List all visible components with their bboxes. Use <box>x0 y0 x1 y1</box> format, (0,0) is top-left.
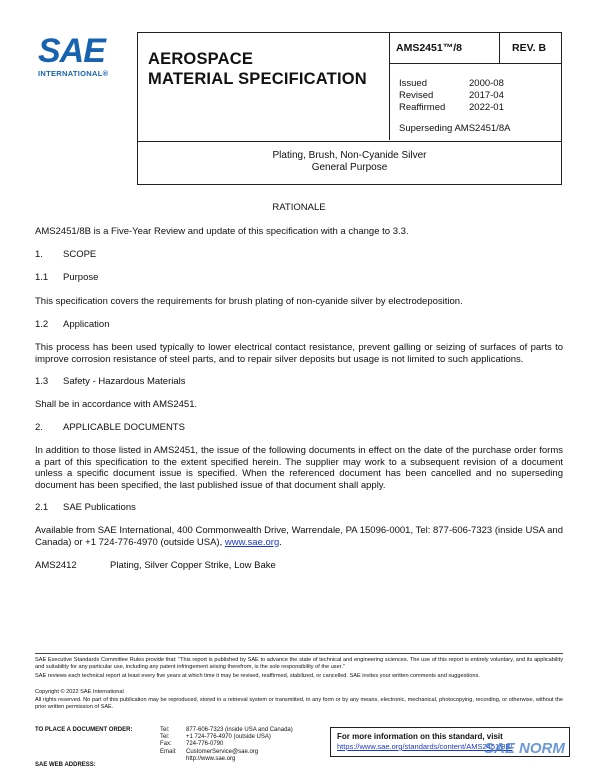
date-label: Issued <box>399 78 427 89</box>
section-1-2-heading <box>35 319 109 330</box>
contact-label: Email: <box>160 748 177 755</box>
date-value: 2017-04 <box>469 90 504 101</box>
section-number: 2. <box>35 422 43 433</box>
section-2-text: In addition to those listed in AMS2451, the issue of the following documents in effect on the date of the purchase order forms a part of this specification to the extent specified herein. The supplier may work to a subsequent revision of a document unless a specific document issue is specified. When the referenced document has been cancelled and no superseding document has been specified, the last published issue of that document shall apply. <box>35 445 563 491</box>
section-2-1-heading <box>35 502 136 513</box>
section-2-heading <box>35 422 185 433</box>
date-row <box>399 78 504 90</box>
section-title: APPLICABLE DOCUMENTS <box>63 422 185 433</box>
contact-value: 877-606-7323 (inside USA and Canada) <box>186 727 293 733</box>
info-heading: For more information on this standard, visit <box>337 732 503 741</box>
contact-label: Tel: <box>160 734 170 741</box>
logo-subtext: INTERNATIONAL® <box>38 69 109 78</box>
reference-code: AMS2412 <box>35 560 77 571</box>
contact-value: 724-776-0790 <box>186 741 224 748</box>
contact-label: Tel: <box>160 727 170 733</box>
footer-note-rights: All rights reserved. No part of this publication may be reproduced, stored in a retrieval system or transmitted, in any form or by any means, electronic, mechanical, photocopying, recording, or otherwise, without the prior written permission of SAE. <box>35 697 563 710</box>
section-number: 2.1 <box>35 502 49 513</box>
date-label: Revised <box>399 90 434 101</box>
reference-row <box>35 560 276 572</box>
revision-cell <box>500 33 562 64</box>
date-row <box>399 90 504 102</box>
contact-list <box>160 727 293 763</box>
document-type-title <box>148 49 367 89</box>
reference-title: Plating, Silver Copper Strike, Low Bake <box>110 560 276 571</box>
footer-note-rules: SAE Executive Standards Committee Rules provide that: “This report is published by SAE to advance the state of technical and engineering sciences. The use of this report is entirely voluntary, and its applicability and suitability for any particular use, including any patent infringement arising therefrom, is the sole responsibility of the user.” <box>35 657 563 670</box>
doc-number: AMS2451™/8 <box>396 42 462 54</box>
revision: REV. B <box>512 42 547 54</box>
section-title: Purpose <box>63 272 99 283</box>
spec-title-line-1: Plating, Brush, Non-Cyanide Silver <box>272 150 427 161</box>
logo-text: SAE <box>38 32 105 70</box>
sae-web-link[interactable]: http://www.sae.org <box>186 755 236 762</box>
section-2-1-text <box>35 525 563 548</box>
rationale-text: AMS2451/8B is a Five-Year Review and update of this specification with a change to 3.3. <box>35 226 409 237</box>
contact-row <box>160 749 293 756</box>
footer-copyright: Copyright © 2022 SAE International <box>35 689 124 695</box>
section-number: 1.1 <box>35 272 49 283</box>
sae-address-text: Available from SAE International, 400 Commonwealth Drive, Warrendale, PA 15096-0001, Tel: 877-606-7323 (inside USA and Canada) or +1 724-776-4970 (outside USA), <box>35 525 563 548</box>
contact-email-link[interactable]: CustomerService@sae.org <box>186 748 259 755</box>
section-number: 1. <box>35 249 43 260</box>
section-1-1-heading <box>35 272 98 283</box>
sentence-end: . <box>279 536 282 548</box>
footer-note-review: SAE reviews each technical report at least every five years at which time it may be revised, reaffirmed, stabilized, or cancelled. SAE invites your written comments and suggestions. <box>35 673 480 679</box>
contact-row <box>160 756 293 763</box>
contact-row <box>160 727 293 734</box>
sae-norm-watermark: SAE NORM <box>484 740 565 757</box>
doc-number-cell <box>389 33 500 64</box>
header-box <box>137 32 562 142</box>
superseding: Superseding AMS2451/8A <box>399 123 511 134</box>
standard-info-link[interactable]: https://www.sae.org/standards/content/AMS2451/8B/ <box>337 742 513 751</box>
date-label: Reaffirmed <box>399 102 446 113</box>
contact-row <box>160 741 293 748</box>
order-label: TO PLACE A DOCUMENT ORDER: <box>35 727 133 733</box>
contact-label: Fax: <box>160 741 172 748</box>
contact-value: +1 724-776-4970 (outside USA) <box>186 734 271 741</box>
section-title: SCOPE <box>63 249 97 260</box>
header-title-cell <box>138 33 390 140</box>
contact-row <box>160 734 293 741</box>
sae-logo <box>38 34 118 78</box>
section-number: 1.2 <box>35 319 49 330</box>
sae-website-link[interactable]: www.sae.org <box>224 536 280 548</box>
date-value: 2000-08 <box>469 78 504 89</box>
dates-list <box>399 78 504 114</box>
rationale-heading: RATIONALE <box>272 202 326 213</box>
section-1-3-text: Shall be in accordance with AMS2451. <box>35 399 198 410</box>
section-title: Application <box>63 319 110 330</box>
date-value: 2022-01 <box>469 102 504 113</box>
title-line-1: AEROSPACE <box>148 50 254 68</box>
section-title: SAE Publications <box>63 502 136 513</box>
spec-title-box <box>137 142 562 185</box>
section-1-3-heading <box>35 376 186 387</box>
footer-divider <box>35 653 563 654</box>
spec-title-line-2: General Purpose <box>311 162 388 173</box>
web-address-label: SAE WEB ADDRESS: <box>35 762 96 768</box>
title-line-2: MATERIAL SPECIFICATION <box>148 70 367 88</box>
section-1-2-text: This process has been used typically to lower electrical contact resistance, prevent galling or seizing of surfaces of parts to improve corrosion resistance of steel parts, and to repair silver deposits but usage is not limited to such applications. <box>35 342 563 365</box>
section-title: Safety - Hazardous Materials <box>63 376 186 387</box>
section-1-1-text: This specification covers the requirements for brush plating of non-cyanide silver by electrodeposition. <box>35 296 463 307</box>
section-number: 1.3 <box>35 376 49 387</box>
section-1-heading <box>35 249 96 260</box>
date-row <box>399 102 504 114</box>
